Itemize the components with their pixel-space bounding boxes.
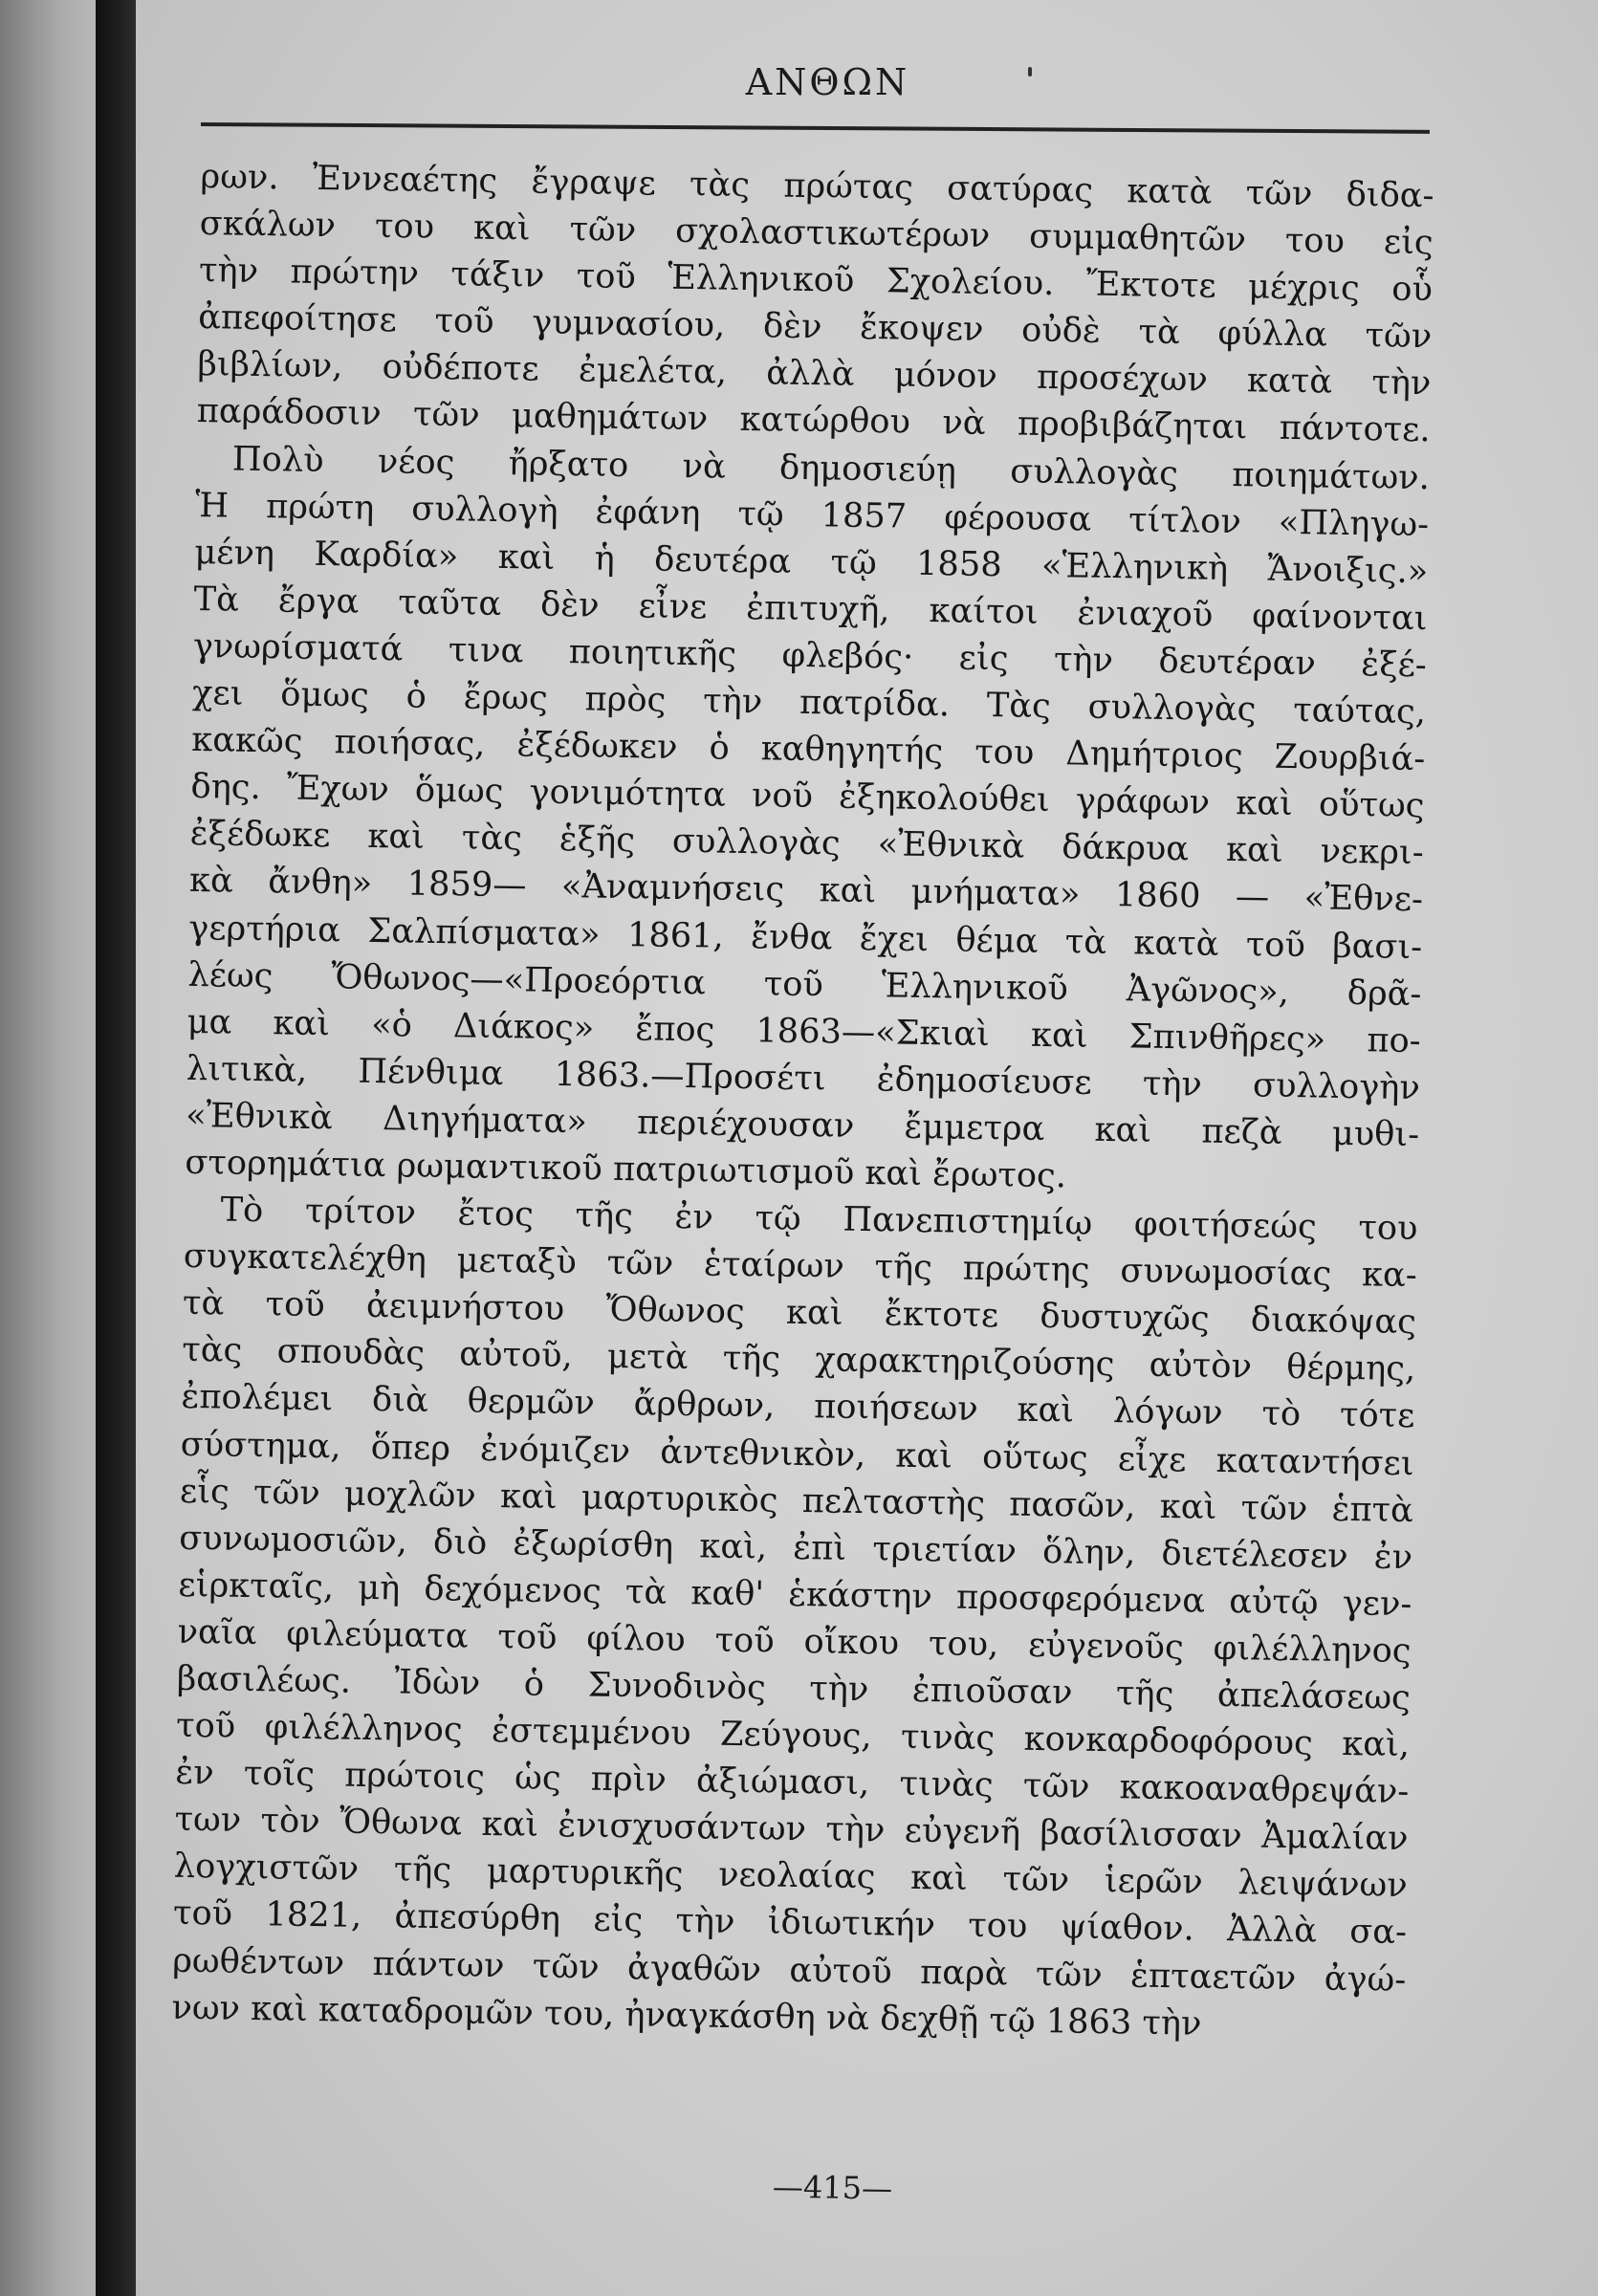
text-line: «Ἐθνικὰ Διηγήματα» περιέχουσαν ἔμμετρα καὶ πεζὰ μυθι-	[185, 1095, 1420, 1155]
text-line: λογχιστῶν τῆς μαρτυρικῆς νεολαίας καὶ τῶν ἱερῶν λειψάνων	[173, 1847, 1409, 1906]
text-line: ἐν τοῖς πρώτοις ὡς πρὶν ἀξιώμασι, τινὰς τῶν κακοαναθρεψάν-	[175, 1752, 1410, 1812]
running-title: ΑΝΘΩΝ	[745, 61, 910, 103]
page-number: —415—	[772, 2168, 893, 2207]
text-line: ναῖα φιλεύματα τοῦ φίλου τοῦ οἴκου του, εὐγενοῦς φιλέλληνος	[177, 1611, 1412, 1671]
text-line: των τὸν Ὄθωνα καὶ ἐνισχυσάντων τὴν εὐγενῆ βασίλισσαν Ἀμαλίαν	[174, 1800, 1409, 1859]
text-line: συνωμοσιῶν, διὸ ἐξωρίσθη καὶ, ἐπὶ τριετίαν ὅλην, διετέλεσεν ἐν	[178, 1518, 1413, 1577]
text-line: σκάλων του καὶ τῶν σχολαστικωτέρων συμμαθητῶν του εἰς	[199, 204, 1434, 263]
text-line: κὰ ἄνθη» 1859— «Ἀναμνήσεις καὶ μνήματα» 1860 — «Ἐθνε-	[188, 861, 1424, 920]
text-line: ἀπεφοίτησε τοῦ γυμνασίου, δὲν ἔκοψεν οὐδὲ τὰ φύλλα τῶν	[197, 297, 1433, 357]
text-line: ἐπολέμει διὰ θερμῶν ἄρθρων, ποιήσεων καὶ λόγων τὸ τότε	[181, 1377, 1415, 1436]
text-line: Τὸ τρίτον ἔτος τῆς ἐν τῷ Πανεπιστημίῳ φοιτήσεώς του	[220, 1190, 1418, 1249]
text-line: στορημάτια ρωμαντικοῦ πατριωτισμοῦ καὶ ἔρωτος.	[185, 1142, 1067, 1196]
text-line: λιτικὰ, Πένθιμα 1863.—Προσέτι ἐδημοσίευσε τὴν συλλογὴν	[186, 1048, 1421, 1107]
text-line: μένη Καρδία» καὶ ἡ δευτέρα τῷ 1858 «Ἑλληνικὴ Ἄνοιξις.»	[194, 532, 1429, 591]
text-line: κακῶς ποιήσας, ἐξέδωκεν ὁ καθηγητής του Δημήτριος Ζουρβιά-	[191, 720, 1426, 779]
text-line: λέως Ὄθωνος—«Προεόρτια τοῦ Ἑλληνικοῦ Ἀγῶνος», δρᾶ-	[187, 954, 1422, 1014]
text-line: βιβλίων, οὐδέποτε ἐμελέτα, ἀλλὰ μόνον προσέχων κατὰ τὴν	[197, 344, 1432, 404]
text-line: βασιλέως. Ἰδὼν ὁ Συνοδινὸς τὴν ἐπιοῦσαν τῆς ἀπελάσεως	[176, 1658, 1412, 1718]
text-line: τὰ τοῦ ἀειμνήστου Ὄθωνος καὶ ἔκτοτε δυστυχῶς διακόψας	[182, 1283, 1417, 1343]
text-line: εἷς τῶν μοχλῶν καὶ μαρτυρικὸς πελταστὴς πασῶν, καὶ τῶν ἑπτὰ	[179, 1471, 1414, 1530]
text-line: τὴν πρώτην τάξιν τοῦ Ἑλληνικοῦ Σχολείου. Ἔκτοτε μέχρις οὗ	[198, 251, 1434, 310]
text-line: ἐξέδωκε καὶ τὰς ἑξῆς συλλογὰς «Ἐθνικὰ δάκρυα καὶ νεκρι-	[189, 814, 1424, 873]
text-line: Τὰ ἔργα ταῦτα δὲν εἶνε ἐπιτυχῆ, καίτοι ἐνιαχοῦ φαίνονται	[193, 579, 1428, 639]
text-line: Ἡ πρώτη συλλογὴ ἐφάνη τῷ 1857 φέρουσα τίτλον «Πληγω-	[194, 485, 1430, 544]
text-line: ρωθέντων πάντων τῶν ἀγαθῶν αὐτοῦ παρὰ τῶν ἑπταετῶν ἀγώ-	[171, 1940, 1407, 2000]
book-gutter	[96, 0, 136, 2296]
text-line: Πολὺ νέος ἤρξατο νὰ δημοσιεύῃ συλλογὰς ποιημάτων.	[231, 439, 1431, 497]
text-line: τοῦ 1821, ἀπεσύρθη εἰς τὴν ἰδιωτικήν του ψίαθον. Ἀλλὰ σα-	[172, 1893, 1408, 1953]
text-line: τοῦ φιλέλληνος ἐστεμμένου Ζεύγους, τινὰς κονκαρδοφόρους καὶ,	[175, 1705, 1411, 1765]
text-line: συγκατελέχθη μεταξὺ τῶν ἑταίρων τῆς πρώτης συνωμοσίας κα-	[183, 1236, 1418, 1296]
body-text	[171, 153, 1434, 2050]
text-line: χει ὅμως ὁ ἔρως πρὸς τὴν πατρίδα. Τὰς συλλογὰς ταύτας,	[191, 672, 1427, 733]
ink-speck	[1028, 67, 1032, 77]
text-line: γερτήρια Σαλπίσματα» 1861, ἔνθα ἔχει θέμα τὰ κατὰ τοῦ βασι-	[187, 907, 1423, 967]
text-line: τὰς σπουδὰς αὐτοῦ, μετὰ τῆς χαρακτηριζούσης αὐτὸν θέρμης,	[182, 1330, 1416, 1389]
text-line: ρων. Ἐννεαέτης ἔγραψε τὰς πρώτας σατύρας κατὰ τῶν διδα-	[200, 156, 1434, 216]
text-line: παράδοσιν τῶν μαθημάτων κατώρθου νὰ προβιβάζηται πάντοτε.	[196, 391, 1431, 450]
text-line: εἱρκταῖς, μὴ δεχόμενος τὰ καθ' ἑκάστην προσφερόμενα αὐτῷ γεν-	[178, 1564, 1412, 1624]
text-line: νων καὶ καταδρομῶν του, ἠναγκάσθη νὰ δεχθῇ τῷ 1863 τὴν	[171, 1987, 1202, 2044]
text-line: μα καὶ «ὁ Διάκος» ἔπος 1863—«Σκιαὶ καὶ Σπινθῆρες» πο-	[186, 1001, 1421, 1061]
text-line: δης. Ἔχων ὅμως γονιμότητα νοῦ ἐξηκολούθει γράφων καὶ οὕτως	[190, 767, 1425, 826]
text-line: σύστημα, ὅπερ ἐνόμιζεν ἀντεθνικὸν, καὶ οὕτως εἶχε καταντήσει	[180, 1424, 1414, 1483]
book-binding-shadow	[0, 0, 96, 2296]
text-line: γνωρίσματά τινα ποιητικῆς φλεβός· εἰς τὴν δευτέραν ἐξέ-	[192, 625, 1428, 686]
